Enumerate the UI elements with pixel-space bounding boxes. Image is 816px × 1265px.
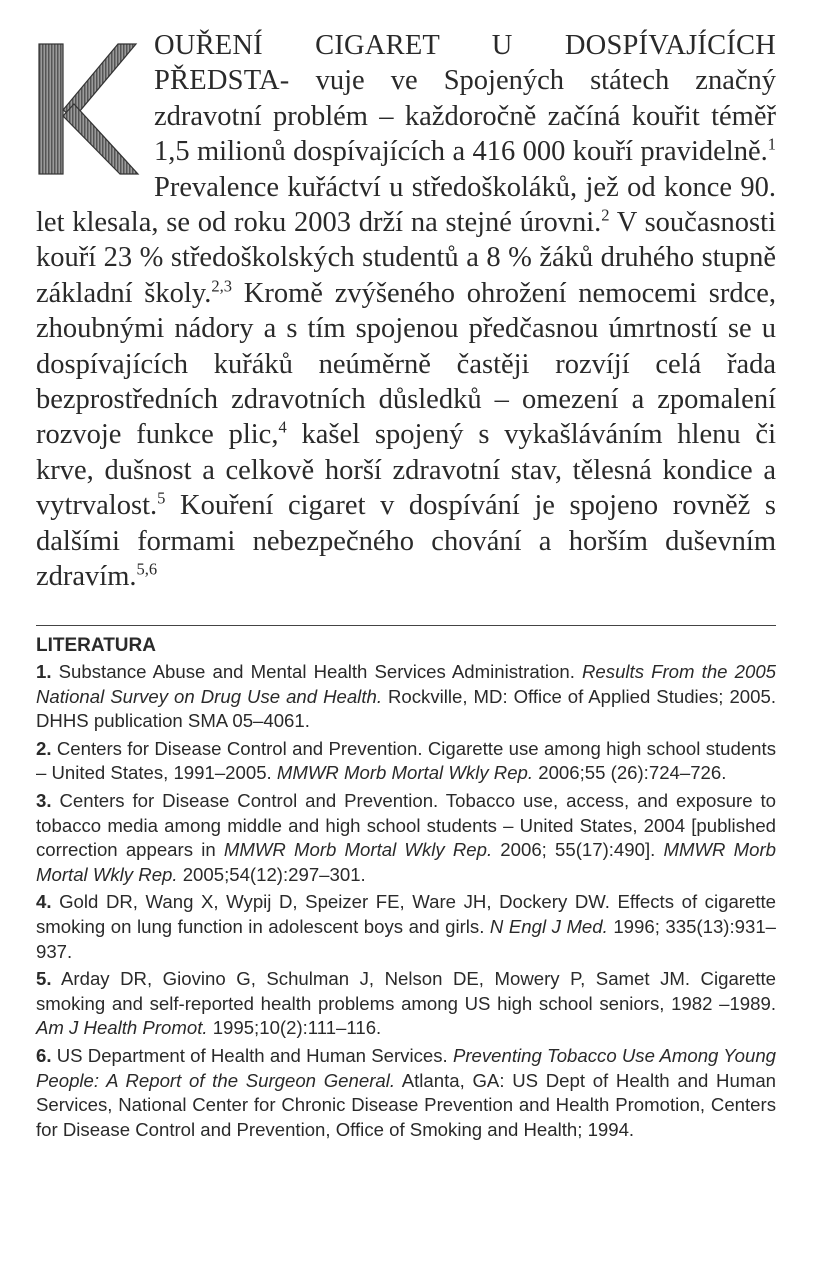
reference-text: Rockville, MD: Office of Applied Studies; 2005. DHHS publication SMA 05–4061.: [36, 685, 776, 732]
reference-item: [36, 737, 776, 786]
reference-title: N Engl J Med.: [489, 916, 608, 938]
text-segment: vuje ve Spojených státech značný zdravotní problém – každoročně začíná kouřit téměř 1,5 milionů dospívajících a 416 000 kouří pravidelně.: [154, 65, 776, 168]
reference-number: 1.: [36, 661, 52, 683]
dropcap: [36, 38, 146, 180]
text-segment: kašel spojený s vykašláváním hlenu či krve, dušnost a celkově horší zdravotní stav, tělesná kondice a vytrvalost.: [36, 419, 776, 522]
article-text: [36, 28, 776, 595]
citation: 5: [157, 488, 166, 508]
reference-number: 4.: [36, 891, 52, 913]
opening-caps: OUŘENÍ CIGARET U DOSPÍVAJÍCÍCH PŘEDSTA-: [154, 30, 776, 97]
reference-text: 2006;55 (26):724–726.: [533, 762, 727, 784]
reference-text: Centers for Disease Control and Prevention. Cigarette use among high school students – United States, 1991–2005.: [36, 737, 776, 784]
reference-title: MMWR Morb Mortal Wkly Rep.: [223, 839, 493, 861]
reference-title: Results From the 2005 National Survey on Drug Use and Health.: [36, 661, 776, 707]
citation: 5,6: [136, 559, 158, 579]
text-segment: Kouření cigaret v dospívání je spojeno rovněž s dalšími formami nebezpečného chování a horším duševním zdravím.: [36, 490, 776, 593]
citation: 4: [278, 417, 287, 437]
reference-text: Centers for Disease Control and Prevention. Tobacco use, access, and exposure to tobacco media among middle and high school students – United States, 2004 [published correction appears in: [36, 790, 776, 861]
dropcap-letter-graphic: [36, 38, 140, 180]
text-segment: V současnosti kouří 23 % středoškolských studentů a 8 % žáků druhého stupně základní školy.: [36, 207, 776, 309]
reference-item: [36, 789, 776, 887]
text-segment: Kromě zvýšeného ohrožení nemocemi srdce, zhoubnými nádory a s tím spojenou předčasnou úmrtností se u dospívajících kuřáků neúměrně častěji rozvíjí celá řada bezprostředních zdravotních důsledků – omezení a zpomalení rozvoje funkce plic,: [36, 277, 776, 451]
references-heading: LITERATURA: [36, 634, 156, 656]
reference-item: [36, 890, 776, 964]
reference-title: MMWR Morb Mortal Wkly Rep.: [276, 762, 534, 784]
reference-text: US Department of Health and Human Services.: [51, 1045, 453, 1066]
reference-text: Substance Abuse and Mental Health Services Administration.: [51, 661, 582, 683]
citation: 2,3: [211, 276, 233, 296]
reference-text: 2006; 55(17):490].: [492, 839, 664, 861]
section-divider: [36, 625, 776, 626]
reference-item: [36, 967, 776, 1041]
reference-text: 1996; 335(13):931–937.: [36, 916, 777, 962]
text-segment: Prevalence kuřáctví u středoškoláků, jež od konce 90. let klesala, se od roku 2003 drží na stejné úrovni.: [36, 171, 776, 239]
reference-text: 1995;10(2):111–116.: [207, 1017, 382, 1039]
reference-number: 6.: [36, 1045, 52, 1066]
reference-text: Gold DR, Wang X, Wypij D, Speizer FE, Ware JH, Dockery DW. Effects of cigarette smoking on lung function in adolescent boys and girls.: [36, 891, 776, 938]
reference-text: Atlanta, GA: US Dept of Health and Human Services, National Center for Chronic Disease Prevention and Health Promotion, Centers for Disease Control and Prevention, Office of Smoking and Health; 1994.: [36, 1069, 776, 1140]
citation: 1: [767, 134, 776, 154]
reference-number: 5.: [36, 968, 52, 990]
page: [36, 28, 776, 1145]
reference-number: 2.: [36, 737, 52, 759]
reference-item: [36, 1044, 776, 1142]
references-section: [36, 634, 776, 1143]
reference-title: Preventing Tobacco Use Among Young People: A Report of the Surgeon General.: [36, 1045, 777, 1091]
reference-title: MMWR Morb Mortal Wkly Rep.: [36, 839, 776, 885]
reference-title: Am J Health Promot.: [36, 1017, 208, 1039]
reference-text: Arday DR, Giovino G, Schulman J, Nelson DE, Mowery P, Samet JM. Cigarette smoking and self-reported health problems among US high school seniors, 1982 –1989.: [36, 968, 776, 1014]
reference-number: 3.: [36, 790, 52, 812]
citation: 2: [601, 205, 610, 225]
reference-item: [36, 660, 776, 734]
reference-text: 2005;54(12):297–301.: [177, 863, 366, 885]
